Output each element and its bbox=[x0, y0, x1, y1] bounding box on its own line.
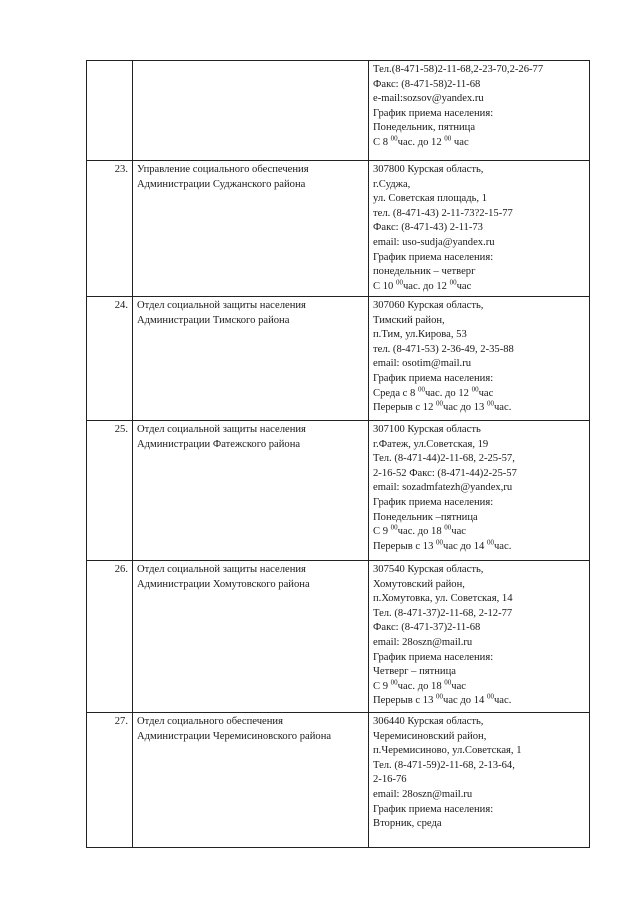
contact-line: п.Хомутовка, ул. Советская, 14 bbox=[373, 593, 513, 605]
contact-text-part: час до 14 bbox=[443, 540, 487, 552]
time-minutes-superscript: 00 bbox=[390, 523, 398, 532]
organization-name-line: Администрации Фатежского района bbox=[137, 438, 301, 450]
document-page bbox=[86, 60, 589, 848]
row-number: 26. bbox=[87, 561, 133, 713]
contact-line: Факс: (8-471-58)2-11-68 bbox=[373, 78, 481, 90]
table-row bbox=[87, 713, 590, 848]
time-minutes-superscript: 00 bbox=[486, 399, 494, 408]
time-minutes-superscript: 00 bbox=[417, 385, 425, 394]
contact-line: Тел. (8-471-44)2-11-68, 2-25-57, bbox=[373, 453, 515, 465]
contact-text-part: час bbox=[456, 280, 472, 292]
contact-line: email: uso-sudja@yandex.ru bbox=[373, 236, 495, 248]
table-row bbox=[87, 61, 590, 161]
contact-cell bbox=[369, 713, 590, 848]
contact-line bbox=[373, 525, 585, 540]
time-minutes-superscript: 00 bbox=[436, 692, 444, 701]
contact-cell bbox=[369, 161, 590, 297]
contact-line: email: 28oszn@mail.ru bbox=[373, 636, 473, 648]
contact-line: График приема населения: bbox=[373, 372, 494, 384]
contact-line: График приема населения: bbox=[373, 107, 494, 119]
time-minutes-superscript: 00 bbox=[486, 692, 494, 701]
contact-line: Понедельник –пятница bbox=[373, 511, 478, 523]
organization-cell bbox=[133, 421, 369, 561]
contact-cell bbox=[369, 297, 590, 421]
contact-text-part: Перерыв с 13 bbox=[373, 695, 437, 707]
table-row bbox=[87, 161, 590, 297]
contact-text-part: С 8 bbox=[373, 136, 391, 148]
organization-cell bbox=[133, 161, 369, 297]
contact-line bbox=[373, 280, 585, 295]
organization-name-line: Отдел социальной защиты населения bbox=[137, 564, 306, 575]
contact-line: Тимский район, bbox=[373, 314, 445, 326]
contact-text-part: Перерыв с 12 bbox=[373, 402, 437, 414]
contact-line bbox=[373, 694, 585, 709]
contact-line bbox=[373, 387, 585, 402]
organization-cell bbox=[133, 297, 369, 421]
contact-line: Четверг – пятница bbox=[373, 666, 456, 678]
table-row bbox=[87, 561, 590, 713]
table-body bbox=[87, 61, 590, 848]
contact-text-part: Перерыв с 13 bbox=[373, 540, 437, 552]
time-minutes-superscript: 00 bbox=[436, 399, 444, 408]
contact-cell bbox=[369, 61, 590, 161]
contact-text-part: час bbox=[451, 680, 467, 692]
contact-line: п.Черемисиново, ул.Советская, 1 bbox=[373, 745, 522, 757]
contact-line: Тел. (8-471-37)2-11-68, 2-12-77 bbox=[373, 607, 513, 619]
organization-name-line: Администрации Хомутовского района bbox=[137, 578, 310, 590]
contact-line: Вторник, среда bbox=[373, 818, 442, 830]
contact-line: г.Фатеж, ул.Советская, 19 bbox=[373, 438, 489, 450]
contact-line: тел. (8-471-43) 2-11-73?2-15-77 bbox=[373, 207, 513, 219]
contact-line: Тел. (8-471-59)2-11-68, 2-13-64, bbox=[373, 759, 515, 771]
contact-line: 307800 Курская область, bbox=[373, 164, 484, 175]
table-row bbox=[87, 421, 590, 561]
contact-text-part: С 9 bbox=[373, 680, 391, 692]
contact-line: email: 28oszn@mail.ru bbox=[373, 788, 473, 800]
contact-line: 2-16-76 bbox=[373, 774, 407, 786]
contact-text-part: час. до 12 bbox=[402, 280, 450, 292]
contact-text-part: час. до 18 bbox=[397, 680, 445, 692]
contact-line: Черемисиновский район, bbox=[373, 730, 487, 742]
time-minutes-superscript: 00 bbox=[486, 538, 494, 547]
contact-line: 306440 Курская область, bbox=[373, 716, 484, 727]
organization-cell bbox=[133, 561, 369, 713]
time-minutes-superscript: 00 bbox=[444, 134, 452, 143]
contact-text-part: час. bbox=[493, 402, 512, 414]
row-number bbox=[87, 61, 133, 161]
organization-name-line: Администрации Черемисиновского района bbox=[137, 730, 332, 742]
contact-line: 307540 Курская область, bbox=[373, 564, 484, 575]
contact-line bbox=[373, 540, 585, 555]
contact-line: понедельник – четверг bbox=[373, 266, 476, 278]
social-services-table bbox=[86, 60, 590, 848]
organization-name-line: Отдел социальной защиты населения bbox=[137, 300, 306, 311]
organization-name-line: Отдел социальной защиты населения bbox=[137, 424, 306, 435]
contact-line: 2-16-52 Факс: (8-471-44)2-25-57 bbox=[373, 467, 517, 479]
contact-line: График приема населения: bbox=[373, 251, 494, 263]
organization-name-line: Управление социального обеспечения bbox=[137, 164, 309, 175]
contact-text-part: час bbox=[478, 387, 494, 399]
contact-line: г.Суджа, bbox=[373, 178, 411, 190]
time-minutes-superscript: 00 bbox=[395, 278, 403, 287]
organization-name-line: Отдел социального обеспечения bbox=[137, 716, 283, 727]
contact-text-part: час до 13 bbox=[443, 402, 487, 414]
contact-text-part: час до 14 bbox=[443, 695, 487, 707]
contact-line bbox=[373, 401, 585, 416]
contact-line: п.Тим, ул.Кирова, 53 bbox=[373, 329, 467, 341]
time-minutes-superscript: 00 bbox=[449, 278, 457, 287]
time-minutes-superscript: 00 bbox=[390, 134, 398, 143]
organization-cell bbox=[133, 713, 369, 848]
contact-line: email: osotim@mail.ru bbox=[373, 358, 472, 370]
contact-text-part: Среда с 8 bbox=[373, 387, 418, 399]
contact-line: email: sozadmfatezh@yandex,ru bbox=[373, 482, 513, 494]
time-minutes-superscript: 00 bbox=[436, 538, 444, 547]
contact-line: 307060 Курская область, bbox=[373, 300, 484, 311]
table-row bbox=[87, 297, 590, 421]
contact-line: Понедельник, пятница bbox=[373, 122, 476, 134]
row-number: 27. bbox=[87, 713, 133, 848]
contact-text-part: час. bbox=[493, 695, 512, 707]
contact-text-part: час. bbox=[493, 540, 512, 552]
contact-cell bbox=[369, 421, 590, 561]
contact-line: Тел.(8-471-58)2-11-68,2-23-70,2-26-77 bbox=[373, 64, 544, 75]
contact-text-part: час. до 12 bbox=[424, 387, 472, 399]
contact-line: График приема населения: bbox=[373, 803, 494, 815]
contact-line: тел. (8-471-53) 2-36-49, 2-35-88 bbox=[373, 343, 514, 355]
organization-cell bbox=[133, 61, 369, 161]
time-minutes-superscript: 00 bbox=[444, 523, 452, 532]
contact-line: 307100 Курская область bbox=[373, 424, 481, 435]
contact-line: График приема населения: bbox=[373, 651, 494, 663]
contact-line: e-mail:sozsov@yandex.ru bbox=[373, 93, 484, 105]
time-minutes-superscript: 00 bbox=[390, 678, 398, 687]
contact-text-part: С 9 bbox=[373, 526, 391, 538]
contact-text-part: час. до 12 bbox=[397, 136, 445, 148]
time-minutes-superscript: 00 bbox=[471, 385, 479, 394]
contact-text-part: час. до 18 bbox=[397, 526, 445, 538]
row-number: 25. bbox=[87, 421, 133, 561]
contact-line: Факс: (8-471-37)2-11-68 bbox=[373, 622, 481, 634]
contact-text-part: час bbox=[451, 136, 469, 148]
contact-line bbox=[373, 680, 585, 695]
contact-line bbox=[373, 136, 585, 151]
contact-line: ул. Советская площадь, 1 bbox=[373, 193, 488, 205]
contact-line: Хомутовский район, bbox=[373, 578, 465, 590]
time-minutes-superscript: 00 bbox=[444, 678, 452, 687]
contact-text-part: С 10 bbox=[373, 280, 396, 292]
contact-text-part: час bbox=[451, 526, 467, 538]
contact-line: Факс: (8-471-43) 2-11-73 bbox=[373, 222, 483, 234]
row-number: 24. bbox=[87, 297, 133, 421]
organization-name-line: Администрации Суджанского района bbox=[137, 178, 306, 190]
contact-line: График приема населения: bbox=[373, 496, 494, 508]
contact-cell bbox=[369, 561, 590, 713]
organization-name-line: Администрации Тимского района bbox=[137, 314, 290, 326]
row-number: 23. bbox=[87, 161, 133, 297]
